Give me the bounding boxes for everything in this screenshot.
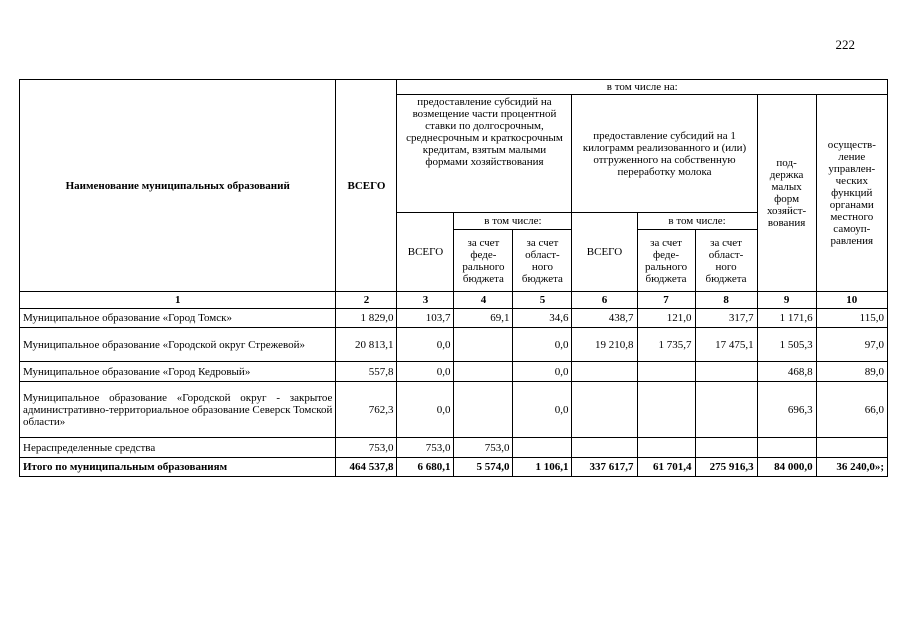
header-group2-total: ВСЕГО [572,213,637,292]
cell-value: 468,8 [757,362,816,382]
row-name: Муниципальное образование «Город Кедровый» [20,362,336,382]
total-cell: 84 000,0 [757,458,816,477]
cell-value: 115,0 [816,309,887,328]
cell-value: 696,3 [757,382,816,438]
row-name: Муниципальное образование «Город Томск» [20,309,336,328]
cell-value [637,362,695,382]
column-number: 5 [513,292,572,309]
header-group1-fed: за счет феде-рального бюджета [454,230,513,292]
cell-value [454,362,513,382]
row-name: Муниципальное образование «Городской округ - закрытое административно-территориальное образование Северск Томской области» [20,382,336,438]
total-cell: 464 537,8 [336,458,397,477]
header-col9: под-держка малых форм хозяйст-вования [757,95,816,292]
table-row [20,328,888,362]
cell-value: 19 210,8 [572,328,637,362]
cell-value: 69,1 [454,309,513,328]
header-group1-total: ВСЕГО [397,213,454,292]
column-number: 8 [695,292,757,309]
total-cell: 1 106,1 [513,458,572,477]
cell-value [695,382,757,438]
header-group2-including: в том числе: [637,213,757,230]
row-name: Муниципальное образование «Городской округ Стрежевой» [20,328,336,362]
column-number-row [20,292,888,309]
cell-value [572,382,637,438]
column-number: 10 [816,292,887,309]
cell-total: 20 813,1 [336,328,397,362]
cell-total: 1 829,0 [336,309,397,328]
header-group2-reg: за счет област-ного бюджета [695,230,757,292]
header-group1-reg: за счет област-ного бюджета [513,230,572,292]
table-row [20,309,888,328]
cell-value: 121,0 [637,309,695,328]
cell-value [637,438,695,458]
cell-value: 66,0 [816,382,887,438]
header-group2-title: предоставление субсидий на 1 килограмм реализованного и (или) отгруженного на собственную переработку молока [572,95,757,213]
total-cell: 5 574,0 [454,458,513,477]
total-cell: 337 617,7 [572,458,637,477]
cell-value: 1 735,7 [637,328,695,362]
total-cell: 61 701,4 [637,458,695,477]
cell-value: 0,0 [397,362,454,382]
total-row [20,458,888,477]
cell-value [513,438,572,458]
row-name: Нераспределенные средства [20,438,336,458]
header-group2-fed: за счет феде-рального бюджета [637,230,695,292]
column-number: 1 [20,292,336,309]
header-including: в том числе на: [397,80,888,95]
total-row-name: Итого по муниципальным образованиям [20,458,336,477]
table-row [20,362,888,382]
cell-value [695,438,757,458]
cell-value: 0,0 [513,382,572,438]
header-group1-including: в том числе: [454,213,572,230]
cell-value: 34,6 [513,309,572,328]
total-cell: 36 240,0»; [816,458,887,477]
cell-value: 753,0 [397,438,454,458]
cell-value [816,438,887,458]
cell-total: 762,3 [336,382,397,438]
cell-value: 0,0 [397,328,454,362]
cell-value: 1 171,6 [757,309,816,328]
column-number: 6 [572,292,637,309]
table-row [20,382,888,438]
cell-value: 17 475,1 [695,328,757,362]
cell-value: 0,0 [513,328,572,362]
cell-value: 97,0 [816,328,887,362]
header-name-col: Наименование муниципальных образований [20,80,336,292]
cell-total: 753,0 [336,438,397,458]
column-number: 4 [454,292,513,309]
cell-value [637,382,695,438]
cell-value [572,438,637,458]
cell-value [454,328,513,362]
header-group1-title: предоставление субсидий на возмещение части процентной ставки по долгосрочным, среднесрочным и краткосрочным кредитам, взятым малыми формами хозяйствования [397,95,572,213]
cell-value: 103,7 [397,309,454,328]
table-row [20,438,888,458]
cell-value: 0,0 [513,362,572,382]
cell-value [454,382,513,438]
cell-value [695,362,757,382]
header-total: ВСЕГО [336,80,397,292]
cell-value: 753,0 [454,438,513,458]
cell-value: 89,0 [816,362,887,382]
total-cell: 6 680,1 [397,458,454,477]
column-number: 2 [336,292,397,309]
total-cell: 275 916,3 [695,458,757,477]
column-number: 7 [637,292,695,309]
cell-value: 1 505,3 [757,328,816,362]
header-row-1 [20,80,888,95]
column-number: 3 [397,292,454,309]
cell-value [572,362,637,382]
budget-table [19,79,888,477]
cell-total: 557,8 [336,362,397,382]
cell-value: 438,7 [572,309,637,328]
page-number: 222 [835,37,855,52]
column-number: 9 [757,292,816,309]
cell-value: 317,7 [695,309,757,328]
cell-value: 0,0 [397,382,454,438]
header-col10: осуществ-ление управлен-ческих функций органами местного самоуп-равления [816,95,887,292]
cell-value [757,438,816,458]
